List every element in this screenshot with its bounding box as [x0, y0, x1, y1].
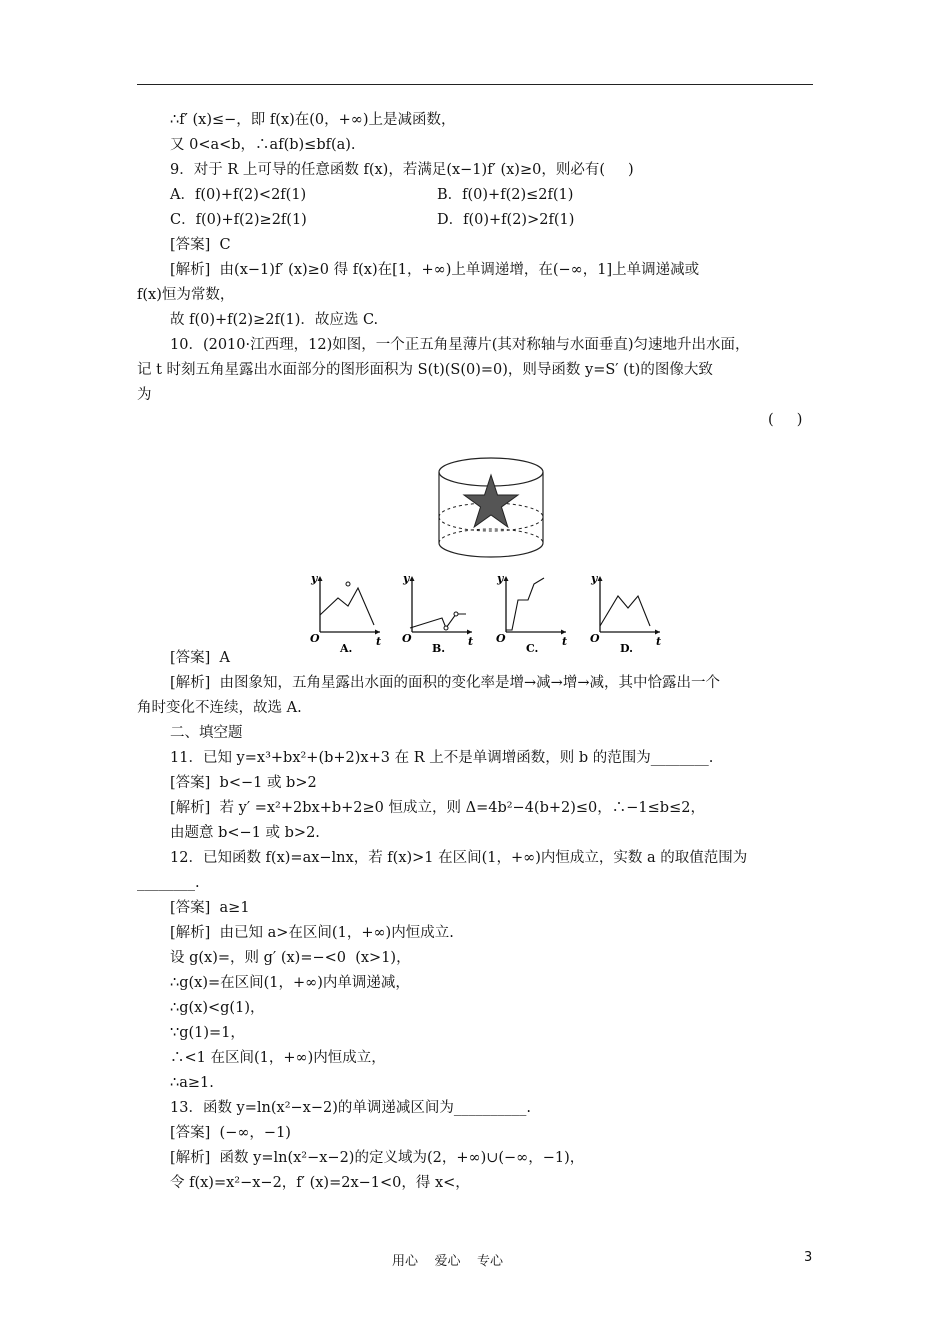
open-point: [454, 612, 458, 616]
y-label: y: [311, 572, 318, 585]
text-line: 角时变化不连续，故选 A.: [137, 700, 302, 716]
text-line: ________.: [137, 875, 200, 891]
graph-c: [496, 572, 567, 655]
option-label: A.: [340, 642, 353, 655]
origin-label: O: [590, 632, 600, 645]
option-label: B.: [432, 642, 446, 655]
text-line: 为: [137, 387, 152, 403]
text-line: 11．已知 y=x³+bx²+(b+2)x+3 在 R 上不是单调增函数，则 b 的范围为________.: [170, 750, 714, 766]
y-label: y: [591, 572, 598, 585]
t-label: t: [656, 635, 662, 648]
text-line: [解析] 由(x−1)f′ (x)≥0 得 f(x)在[1，+∞)上单调递增，在(−∞，1]上单调递减或: [170, 262, 700, 278]
text-line: [答案] C: [170, 237, 231, 253]
text-line: ∴g(x)=在区间(1，+∞)内单调递减，: [170, 975, 410, 991]
text-line: 13．函数 y=ln(x²−x−2)的单调递减区间为__________.: [170, 1100, 531, 1116]
text-line: [解析] 若 y′ =x²+2bx+b+2≥0 恒成立，则 Δ=4b²−4(b+2)≤0，∴−1≤b≤2，: [170, 800, 705, 816]
text-line: ∴a≥1.: [170, 1075, 214, 1091]
text-line: 12．已知函数 f(x)=ax−lnx，若 f(x)>1 在区间(1，+∞)内恒成立，实数 a 的取值范围为: [170, 850, 748, 866]
text-line: ∴f′ (x)≤−，即 f(x)在(0，+∞)上是减函数，: [170, 112, 456, 128]
text-line: [解析] 由已知 a>在区间(1，+∞)内恒成立.: [170, 925, 454, 941]
open-point: [346, 582, 350, 586]
cylinder-star-figure: [436, 455, 546, 560]
t-label: t: [468, 635, 474, 648]
text-line: 10．(2010·江西理，12)如图，一个正五角星薄片(其对称轴与水面垂直)匀速地升出水面，: [170, 337, 750, 353]
text-line: 记 t 时刻五角星露出水面部分的图形面积为 S(t)(S(0)=0)，则导函数 y=S′ (t)的图像大致: [137, 362, 713, 378]
origin-label: O: [310, 632, 320, 645]
text-line: 令 f(x)=x²−x−2，f′ (x)=2x−1<0，得 x<，: [170, 1175, 470, 1191]
option-label: D.: [620, 642, 633, 655]
graph-curve: [600, 596, 650, 626]
text-line: B．f(0)+f(2)≤2f(1): [437, 187, 574, 203]
x-arrow-icon: [467, 630, 472, 635]
text-line: A．f(0)+f(2)<2f(1): [170, 187, 307, 203]
header-rule: [137, 84, 813, 85]
graph-d: [590, 572, 661, 655]
text-line: ∴<1 在区间(1，+∞)内恒成立，: [170, 1050, 386, 1066]
text-line: 9．对于 R 上可导的任意函数 f(x)，若满足(x−1)f′ (x)≥0，则必有( ): [170, 162, 634, 178]
graph-curve: [410, 614, 466, 628]
text-line: 又 0<a<b，∴af(b)≤bf(a).: [170, 137, 356, 153]
text-line: [解析] 函数 y=ln(x²−x−2)的定义域为(2，+∞)∪(−∞，−1)，: [170, 1150, 585, 1166]
text-line: f(x)恒为常数，: [137, 287, 235, 303]
y-arrow-icon: [318, 576, 323, 581]
text-line: 故 f(0)+f(2)≥2f(1)．故应选 C.: [170, 312, 379, 328]
footer-text: 用心 爱心 专心: [392, 1254, 504, 1269]
t-label: t: [562, 635, 568, 648]
text-line: 二、填空题: [170, 725, 243, 741]
star-icon: [464, 475, 518, 527]
graph-a: [310, 572, 381, 655]
y-label: y: [403, 572, 410, 585]
text-line: C．f(0)+f(2)≥2f(1): [170, 212, 307, 228]
y-label: y: [497, 572, 504, 585]
t-label: t: [376, 635, 382, 648]
text-line: [解析] 由图象知，五角星露出水面的面积的变化率是增→减→增→减，其中恰露出一个: [170, 675, 720, 691]
graph-curve: [320, 588, 374, 625]
text-line: [答案] b<−1 或 b>2: [170, 775, 317, 791]
origin-label: O: [496, 632, 506, 645]
x-arrow-icon: [561, 630, 566, 635]
y-arrow-icon: [410, 576, 415, 581]
answer-graphs-figure: [310, 570, 680, 655]
text-line: [答案] a≥1: [170, 900, 250, 916]
text-line: ∵g(1)=1，: [170, 1025, 245, 1041]
x-arrow-icon: [375, 630, 380, 635]
option-label: C.: [526, 642, 539, 655]
y-arrow-icon: [598, 576, 603, 581]
text-line: 由题意 b<−1 或 b>2.: [170, 825, 320, 841]
text-line: ( ): [768, 412, 803, 428]
open-point: [444, 626, 448, 630]
text-line: 设 g(x)=，则 g′ (x)=−<0 (x>1)，: [170, 950, 411, 966]
page-number: 3: [804, 1250, 813, 1265]
y-arrow-icon: [504, 576, 509, 581]
text-line: [答案] (−∞，−1): [170, 1125, 291, 1141]
text-line: D．f(0)+f(2)>2f(1): [437, 212, 575, 228]
x-arrow-icon: [655, 630, 660, 635]
graph-curve: [506, 578, 544, 630]
origin-label: O: [402, 632, 412, 645]
graph-b: [402, 572, 473, 655]
text-line: [答案] A: [170, 650, 231, 666]
text-line: ∴g(x)<g(1)，: [170, 1000, 265, 1016]
